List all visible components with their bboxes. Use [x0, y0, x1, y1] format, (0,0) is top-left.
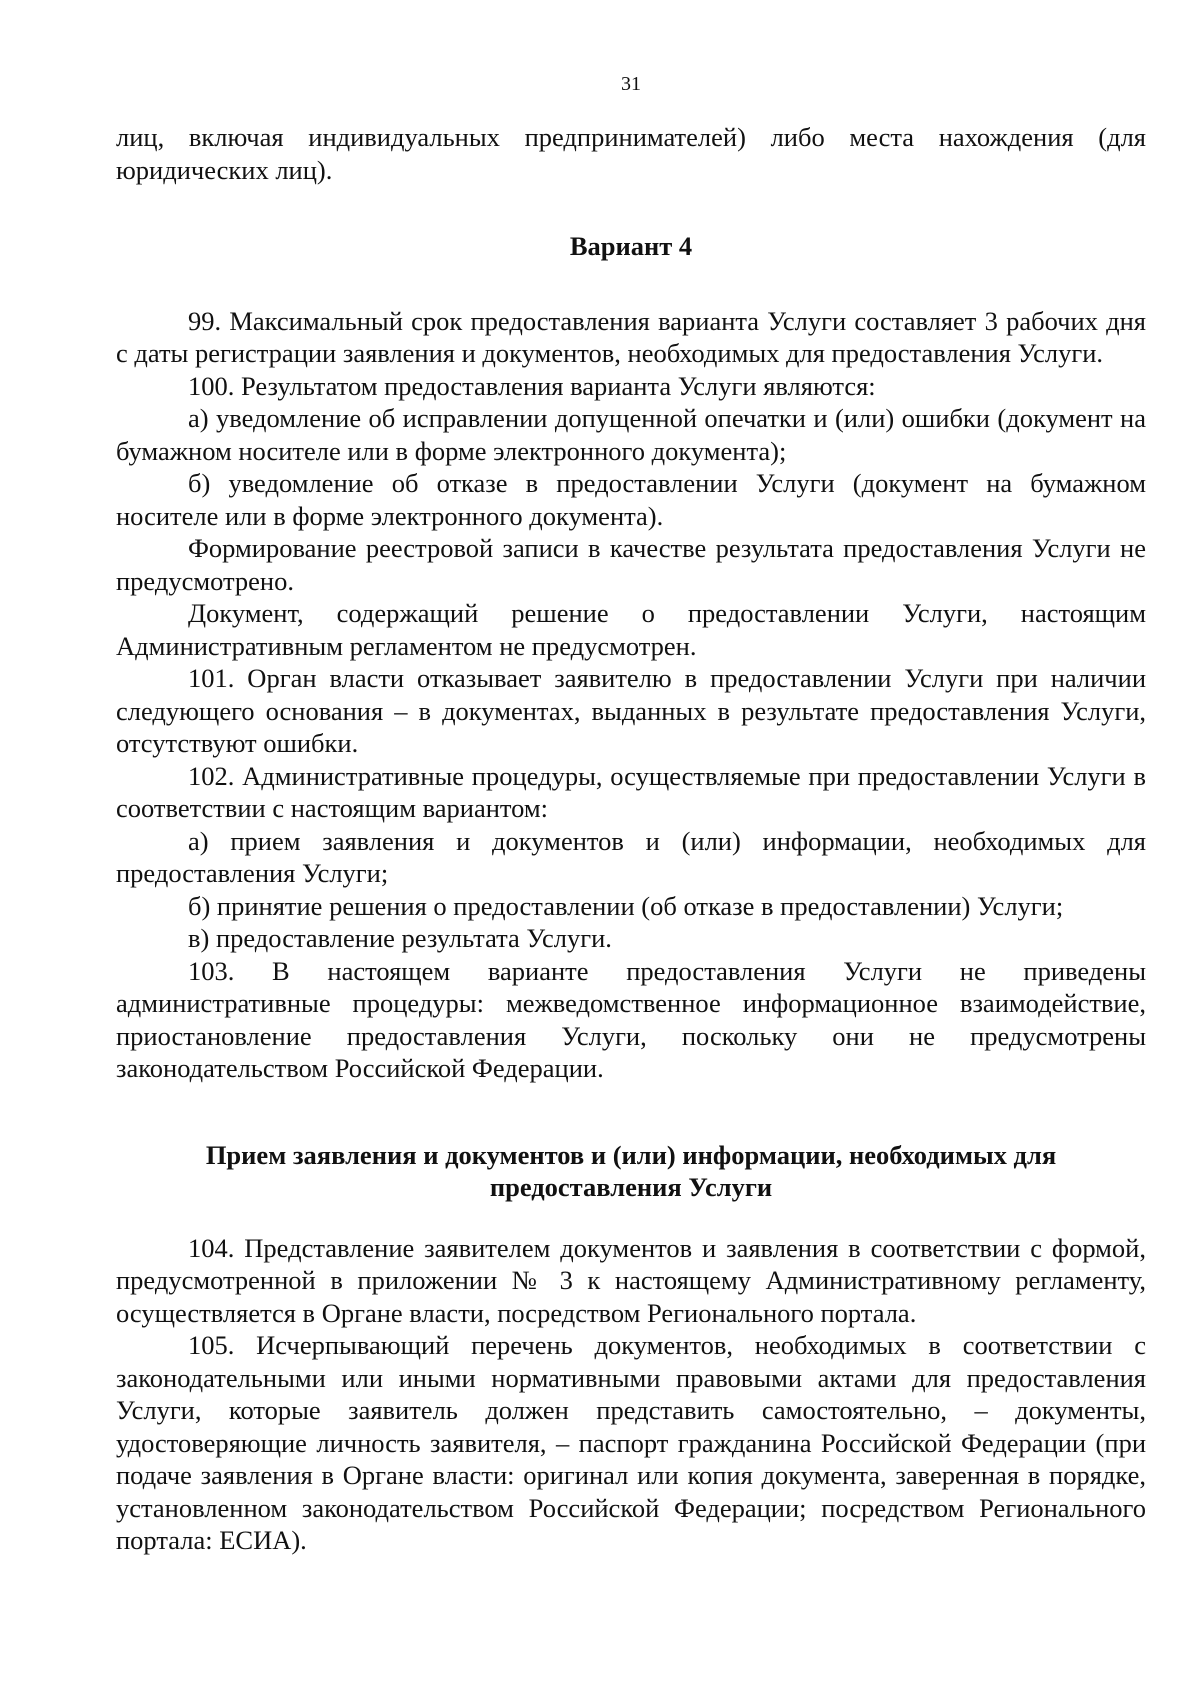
- paragraph-105: 105. Исчерпывающий перечень документов, необходимых в соответствии с законодательными или иными нормативными правовыми актами для предоставления Услуги, которые заявитель должен представить самостоятельно, – документы, удостоверяющие личность заявителя, – паспорт гражданина Российской Федерации (при подаче заявления в Органе власти: оригинал или копия документа, заверенная в порядке, установленном законодательством Российской Федерации; посредством Регионального портала: ЕСИА).: [116, 1330, 1146, 1555]
- continuation-paragraph: лиц, включая индивидуальных предпринимателей) либо места нахождения (для юридических лиц).: [116, 122, 1146, 185]
- document-body: [116, 121, 1146, 1557]
- variant-heading: Вариант 4: [569, 231, 693, 261]
- paragraph-registry-record: Формирование реестровой записи в качестве результата предоставления Услуги не предусмотрено.: [116, 533, 1146, 596]
- paragraph-102-a: а) прием заявления и документов и (или) информации, необходимых для предоставления Услуги;: [116, 825, 1146, 888]
- paragraph-103: 103. В настоящем варианте предоставления Услуги не приведены административные процедуры: межведомственное информационное взаимодействие, приостановление предоставления Услуги, поскольку они не предусмотрены законодательством Российской Федерации.: [116, 955, 1146, 1083]
- paragraph-102-c: в) предоставление результата Услуги.: [188, 923, 612, 953]
- paragraph-100-a: а) уведомление об исправлении допущенной опечатки и (или) ошибки (документ на бумажном носителе или в форме электронного документа);: [116, 403, 1146, 466]
- paragraph-101: 101. Орган власти отказывает заявителю в предоставлении Услуги при наличии следующего основания – в документах, выданных в результате предоставления Услуги, отсутствуют ошибки.: [116, 663, 1146, 758]
- section-heading: Прием заявления и документов и (или) информации, необходимых для предоставления Услуги: [205, 1139, 1057, 1202]
- paragraph-100: 100. Результатом предоставления варианта Услуги являются:: [188, 370, 876, 401]
- paragraph-102: 102. Административные процедуры, осуществляемые при предоставлении Услуги в соответствии с настоящим вариантом:: [116, 760, 1146, 823]
- paragraph-102-b: б) принятие решения о предоставлении (об отказе в предоставлении) Услуги;: [188, 890, 1064, 921]
- paragraph-decision-document: Документ, содержащий решение о предоставлении Услуги, настоящим Административным регламентом не предусмотрен.: [116, 598, 1146, 661]
- paragraph-99: 99. Максимальный срок предоставления варианта Услуги составляет 3 рабочих дня с даты регистрации заявления и документов, необходимых для предоставления Услуги.: [116, 305, 1146, 368]
- page-number: 31: [621, 73, 641, 95]
- paragraph-104: 104. Представление заявителем документов и заявления в соответствии с формой, предусмотренной в приложении № 3 к настоящему Административному регламенту, осуществляется в Органе власти, посредством Регионального портала.: [116, 1232, 1146, 1328]
- paragraph-100-b: б) уведомление об отказе в предоставлении Услуги (документ на бумажном носителе или в форме электронного документа).: [116, 468, 1146, 531]
